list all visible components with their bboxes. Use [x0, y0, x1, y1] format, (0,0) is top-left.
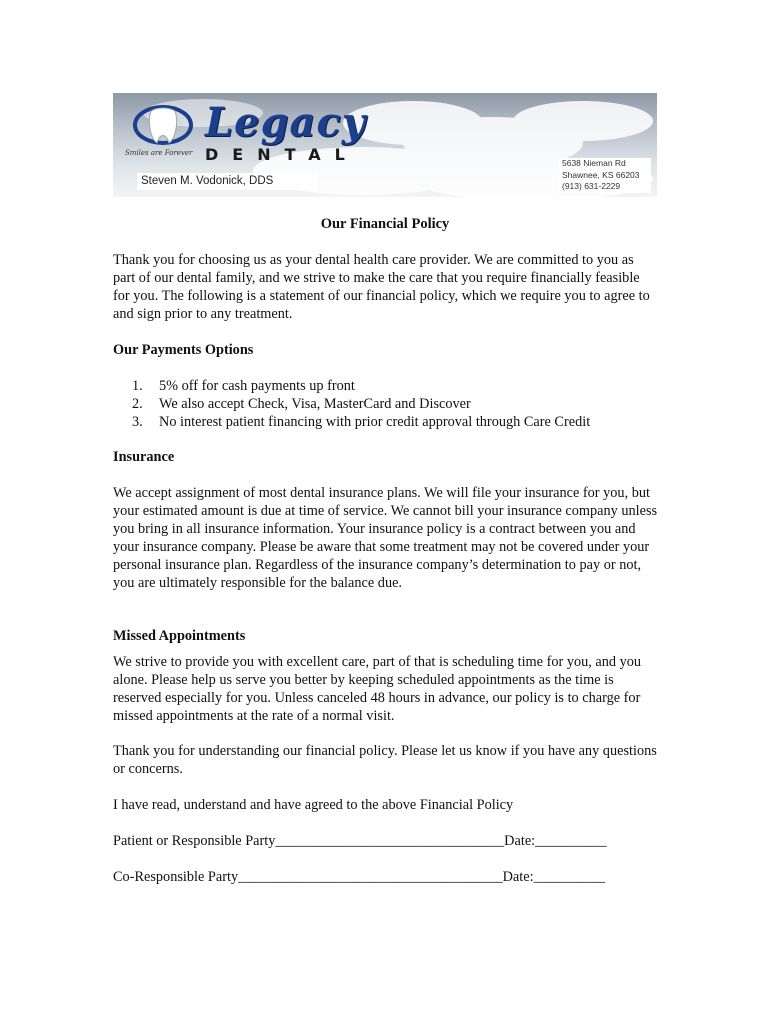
list-item: 2. We also accept Check, Visa, MasterCard and Discover	[132, 396, 471, 412]
date-blank[interactable]: __________	[533, 869, 606, 885]
logo-subtitle: DENTAL	[205, 145, 359, 164]
doctor-name: Steven M. Vodonick, DDS	[137, 173, 317, 190]
signature-line-patient[interactable]	[113, 832, 607, 850]
insurance-heading: Insurance	[113, 449, 175, 465]
date-label: Date:	[504, 833, 536, 849]
signature-label: Patient or Responsible Party	[113, 833, 276, 849]
address-phone: (913) 631-2229	[562, 181, 621, 191]
date-label: Date:	[502, 869, 534, 885]
signature-line-co-responsible[interactable]	[113, 868, 605, 886]
payments-heading: Our Payments Options	[113, 342, 254, 358]
list-item: 1. 5% off for cash payments up front	[132, 378, 355, 394]
practice-address	[559, 158, 651, 193]
page-title: Our Financial Policy	[320, 216, 450, 232]
payments-list	[132, 377, 590, 431]
agreement-statement: I have read, understand and have agreed to the above Financial Policy	[113, 797, 514, 813]
signature-label: Co-Responsible Party	[113, 869, 239, 885]
tagline: Smiles are Forever	[125, 149, 193, 157]
missed-paragraph: We strive to provide you with excellent care, part of that is scheduling time for you, and you alone. Please help us serve you better by keeping scheduled appointments as the time is reserved especially for you. Unless canceled 48 hours in advance, our policy is to charge for missed appointments at the rate of a normal visit.	[113, 654, 642, 724]
signature-blank[interactable]: ________________________________	[275, 833, 505, 849]
closing-paragraph: Thank you for understanding our financial policy. Please let us know if you have any questions or concerns.	[113, 743, 657, 777]
address-city: Shawnee, KS 66203	[562, 169, 640, 180]
address-street: 5638 Nieman Rd	[562, 158, 626, 168]
intro-paragraph: Thank you for choosing us as your dental health care provider. We are committed to you as part of our dental family, and we strive to make the care that you require financially feasible for you. The following is a statement of our financial policy, which we require you to agree to and sign prior to any treatment.	[113, 252, 650, 322]
signature-blank[interactable]: _____________________________________	[238, 869, 503, 885]
list-item: 3. No interest patient financing with prior credit approval through Care Credit	[132, 414, 591, 430]
date-blank[interactable]: __________	[535, 833, 607, 849]
logo-name: Legacy	[205, 99, 367, 146]
insurance-paragraph: We accept assignment of most dental insurance plans. We will file your insurance for you, but your estimated amount is due at time of service. We cannot bill your insurance company unless you bring in all insurance information. Your insurance policy is a contract between you and your insurance company. Please be aware that some treatment may not be covered under your personal insurance plan. Regardless of the insurance company’s determination to pay or not, you are ultimately responsible for the balance due.	[113, 485, 658, 591]
missed-heading: Missed Appointments	[113, 628, 246, 644]
